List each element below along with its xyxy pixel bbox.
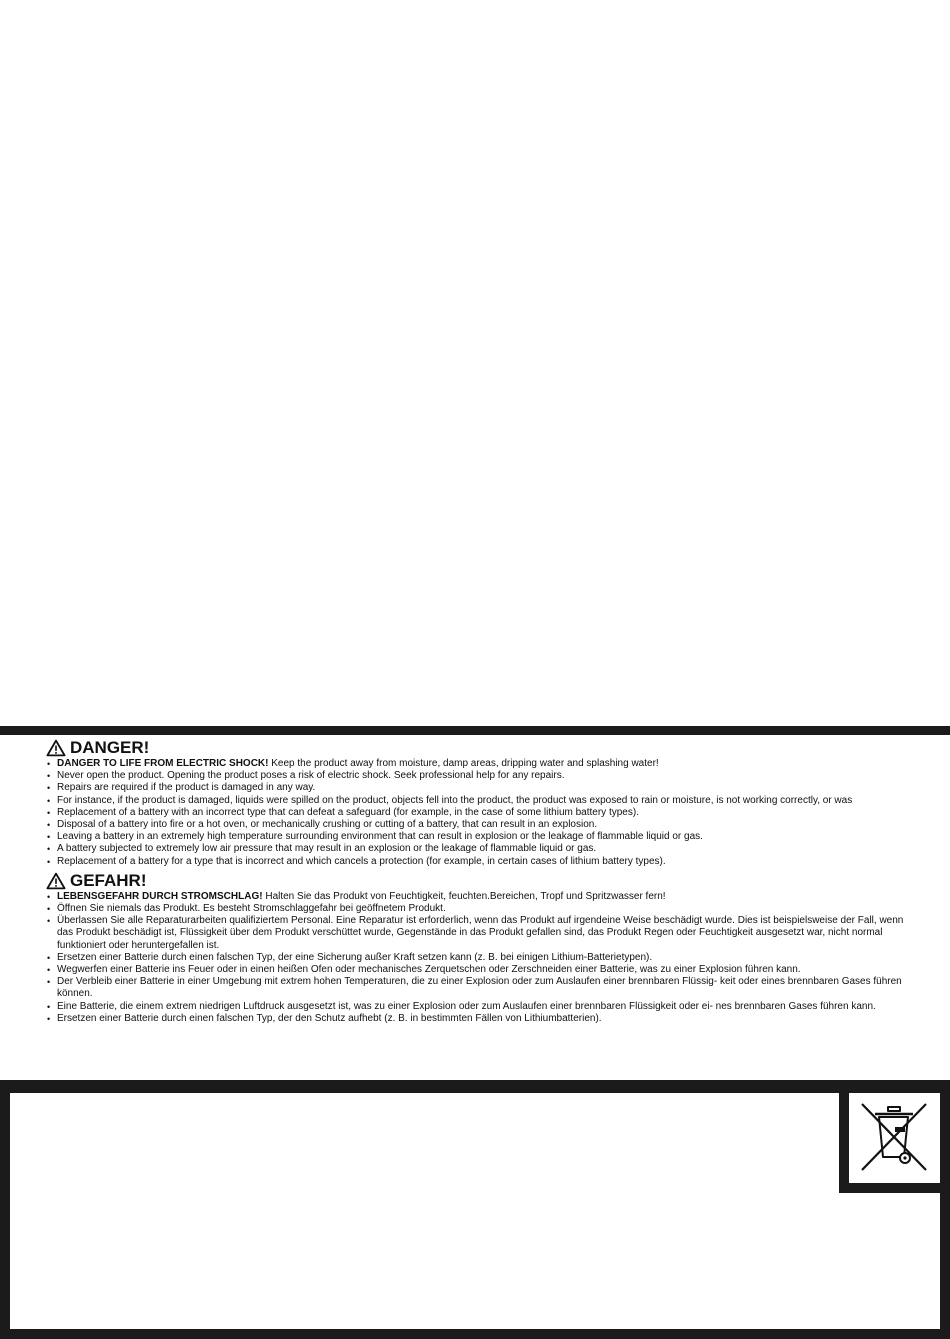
list-item-text: A battery subjected to extremely low air pressure that may result in an explosion or the leakage of flammable liquid or gas.: [57, 843, 597, 855]
list-item: [46, 758, 916, 770]
list-item-text: For instance, if the product is damaged, liquids were spilled on the product, objects fell into the product, the product was exposed to rain or moisture, is not working correctly, or was: [57, 794, 853, 806]
gefahr-title: GEFAHR!: [70, 870, 147, 890]
list-item-text: Öffnen Sie niemals das Produkt. Es besteht Stromschlaggefahr bei geöffnetem Produkt.: [57, 903, 446, 915]
bottom-content-area: [10, 1093, 940, 1329]
list-item: [46, 964, 916, 976]
warning-triangle-icon: [46, 872, 66, 890]
list-item-text: Der Verbleib einer Batterie in einer Umgebung mit extrem hohen Temperaturen, die zu einer Explosion oder zum Auslaufen einer brennbaren Flüssig- keit oder eines brennbaren Gases führen können.: [57, 976, 902, 1000]
list-item: [46, 843, 916, 855]
safety-notice: [46, 738, 916, 1025]
list-item-text: Replacement of a battery with an incorrect type that can defeat a safeguard (for example, in the case of some lithium battery types).: [57, 806, 639, 818]
list-item: [46, 770, 916, 782]
danger-title: DANGER!: [70, 738, 150, 757]
gefahr-list: [46, 891, 916, 1025]
list-item: [46, 1013, 916, 1025]
list-item-text: Ersetzen einer Batterie durch einen falschen Typ, der eine Sicherung außer Kraft setzen kann (z. B. bei einigen Lithium-Batterietypen).: [57, 951, 653, 963]
gefahr-heading: [46, 871, 916, 891]
list-item: [46, 856, 916, 868]
list-item-text: Keep the product away from moisture, damp areas, dripping water and splashing water!: [268, 758, 659, 769]
crossed-out-wheelie-bin-icon: [861, 1103, 927, 1171]
list-item: [46, 952, 916, 964]
danger-heading: [46, 738, 916, 758]
list-item-text: Disposal of a battery into fire or a hot oven, or mechanically crushing or cutting of a battery, that can result in an explosion.: [57, 819, 598, 831]
list-item-text: Never open the product. Opening the product poses a risk of electric shock. Seek professional help for any repairs.: [57, 770, 565, 782]
list-item: [46, 819, 916, 831]
list-item-emphasis: DANGER TO LIFE FROM ELECTRIC SHOCK!: [57, 758, 269, 769]
list-item: [46, 795, 916, 807]
list-item: [46, 915, 916, 952]
list-item: [46, 782, 916, 794]
list-item-text: Eine Batterie, die einem extrem niedrigen Luftdruck ausgesetzt ist, was zu einer Explosion oder zum Auslaufen einer brennbaren Flüssigkeit oder ei- nes brennbaren Gases führen kann.: [57, 1000, 876, 1012]
weee-symbol-box: [849, 1093, 940, 1183]
list-item: [46, 807, 916, 819]
list-item-text: Wegwerfen einer Batterie ins Feuer oder in einen heißen Ofen oder mechanisches Zerquetschen oder Zerschneiden einer Batterie, was zu einer Explosion führen kann.: [57, 964, 801, 976]
list-item-text: Ersetzen einer Batterie durch einen falschen Typ, der den Schutz aufhebt (z. B. in bestimmten Fällen von Lithiumbatterien).: [57, 1012, 602, 1024]
list-item-text: Überlassen Sie alle Reparaturarbeiten qualifiziertem Personal. Eine Reparatur ist erforderlich, wenn das Produkt auf irgendeine Weise beschädigt wurde. Dies ist beispielsweise der Fall, wenn das Produkt beschädigt ist, Flüssigkeit über dem Produkt verschüttet wurde, Gegenstände in das Produkt gefallen sind, das Produkt Regen oder Feuchtigkeit ausgesetzt war, nicht normal funktioniert oder heruntergefallen ist.: [57, 915, 904, 951]
list-item: [46, 903, 916, 915]
list-item-text: Repairs are required if the product is damaged in any way.: [57, 782, 316, 794]
list-item: [46, 1001, 916, 1013]
danger-list: [46, 758, 916, 868]
warning-triangle-icon: [46, 739, 66, 757]
list-item-text: Leaving a battery in an extremely high temperature surrounding environment that can result in explosion or the leakage of flammable liquid or gas.: [57, 831, 703, 843]
list-item: [46, 891, 916, 903]
list-item-emphasis: LEBENSGEFAHR DURCH STROMSCHLAG!: [57, 890, 263, 902]
list-item-text: Halten Sie das Produkt von Feuchtigkeit, feuchten.Bereichen, Tropf und Spritzwasser fern!: [262, 890, 666, 902]
list-item: [46, 831, 916, 843]
top-divider-bar: [0, 726, 950, 735]
list-item-text: Replacement of a battery for a type that is incorrect and which cancels a protection (for example, in certain cases of lithium battery types).: [57, 855, 666, 867]
list-item: [46, 976, 916, 1000]
